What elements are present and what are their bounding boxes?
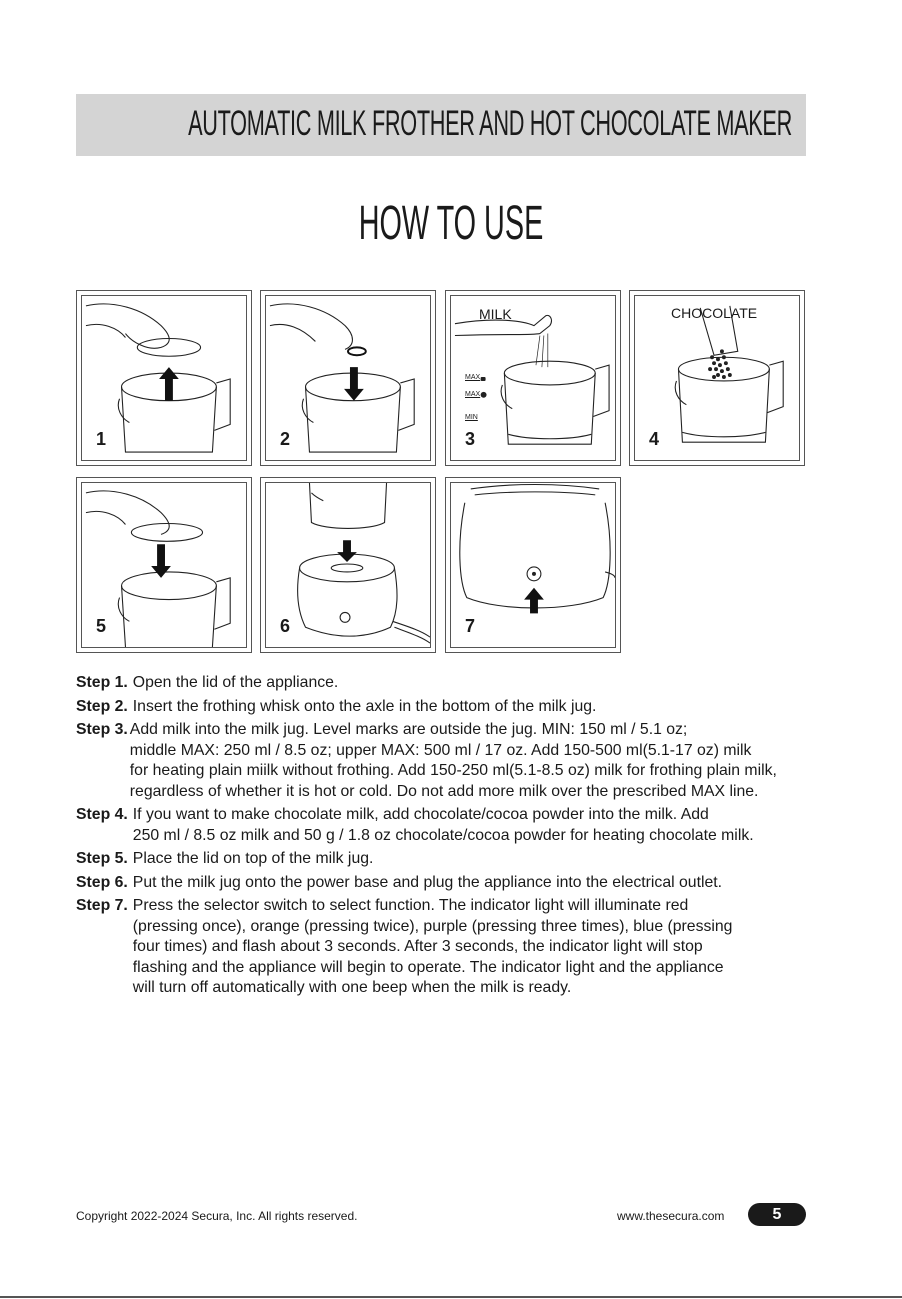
figure-2-illustration xyxy=(266,296,430,460)
figure-7 xyxy=(445,477,621,653)
figure-6 xyxy=(260,477,436,653)
step-label: Step 4. xyxy=(76,806,128,823)
level-mark-max-middle: MAX xyxy=(465,391,481,398)
step-label: Step 7. xyxy=(76,897,128,914)
figure-1 xyxy=(76,290,252,466)
milk-label: MILK xyxy=(479,306,512,322)
step-text: Put the milk jug onto the power base and plug the appliance into the electrical outlet. xyxy=(132,873,723,891)
page-heading: HOW TO USE xyxy=(358,197,544,250)
figure-6-illustration xyxy=(266,483,430,647)
level-mark-min: MIN xyxy=(465,414,478,421)
step-text: will turn off automatically with one beep when the milk is ready. xyxy=(132,979,572,996)
step-7 xyxy=(76,896,856,999)
step-label: Step 5. xyxy=(76,850,128,867)
step-text: (pressing once), orange (pressing twice), purple (pressing three times), blue (pressing xyxy=(132,917,733,935)
footer-copyright: Copyright 2022-2024 Secura, Inc. All rights reserved. xyxy=(76,1209,358,1223)
footer-website-link[interactable]: www.thesecura.com xyxy=(617,1209,725,1223)
page-number-badge: 5 xyxy=(748,1203,806,1226)
figure-2 xyxy=(260,290,436,466)
level-mark-max-upper: MAX xyxy=(465,374,481,381)
header-band xyxy=(76,94,806,156)
step-text: flashing and the appliance will begin to operate. The indicator light and the appliance xyxy=(132,958,724,976)
figure-number: 4 xyxy=(649,429,660,449)
figure-5 xyxy=(76,477,252,653)
figure-number: 3 xyxy=(465,429,476,449)
figure-4 xyxy=(629,290,805,466)
figure-number: 6 xyxy=(280,616,291,636)
figure-5-illustration xyxy=(82,483,246,647)
chocolate-label: CHOCOLATE xyxy=(671,305,758,321)
figure-3 xyxy=(445,290,621,466)
figure-number: 2 xyxy=(280,429,291,449)
step-text: middle MAX: 250 ml / 8.5 oz; upper MAX: 500 ml / 17 oz. Add 150-500 ml(5.1-17 oz) milk xyxy=(129,741,752,759)
step-text: regardless of whether it is hot or cold. Do not add more milk over the prescribed MAX line. xyxy=(129,782,759,800)
step-text: Add milk into the milk jug. Level marks are outside the jug. MIN: 150 ml / 5.1 oz; xyxy=(129,721,688,738)
step-2 xyxy=(76,697,856,718)
step-label: Step 2. xyxy=(76,697,128,715)
step-label: Step 6. xyxy=(76,873,128,891)
step-text: Place the lid on top of the milk jug. xyxy=(132,850,374,867)
step-label: Step 3. xyxy=(76,721,128,738)
step-6 xyxy=(76,873,856,894)
header-title: AUTOMATIC MILK FROTHER AND HOT CHOCOLATE MAKER xyxy=(188,104,792,143)
steps-list xyxy=(76,673,856,1002)
figure-1-illustration xyxy=(82,296,246,460)
step-label: Step 1. xyxy=(76,674,128,691)
bottom-rule xyxy=(0,1296,902,1298)
step-3 xyxy=(76,720,856,802)
step-1 xyxy=(76,673,856,694)
figure-number: 7 xyxy=(465,616,476,636)
step-text: four times) and flash about 3 seconds. After 3 seconds, the indicator light will stop xyxy=(132,938,703,955)
step-text: 250 ml / 8.5 oz milk and 50 g / 1.8 oz chocolate/cocoa powder for heating chocolate milk. xyxy=(132,826,754,844)
figure-number: 5 xyxy=(96,616,107,636)
step-text: Press the selector switch to select function. The indicator light will illuminate red xyxy=(132,897,689,914)
step-4 xyxy=(76,805,856,846)
step-text: If you want to make chocolate milk, add chocolate/cocoa powder into the milk. Add xyxy=(132,806,709,823)
step-text: Open the lid of the appliance. xyxy=(132,674,339,691)
step-5 xyxy=(76,849,856,870)
figure-number: 1 xyxy=(96,429,107,449)
step-text: for heating plain miilk without frothing. Add 150-250 ml(5.1-8.5 oz) milk for frothing plain milk, xyxy=(129,762,777,779)
figure-7-illustration xyxy=(451,483,615,647)
step-text: Insert the frothing whisk onto the axle in the bottom of the milk jug. xyxy=(132,697,597,715)
